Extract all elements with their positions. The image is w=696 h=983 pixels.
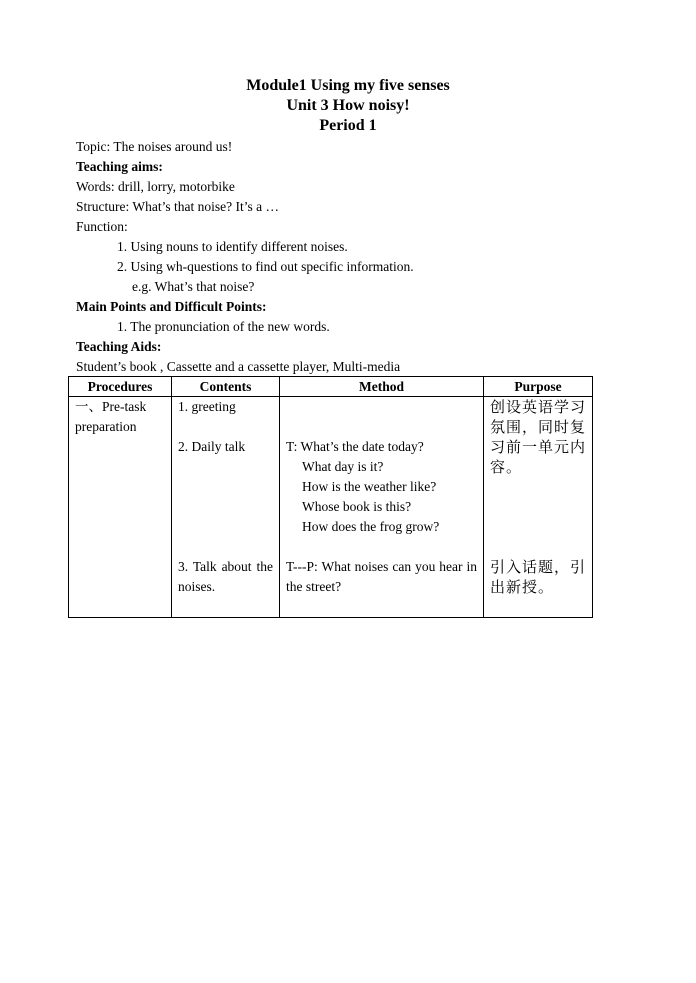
function-example: e.g. What’s that noise? — [132, 279, 255, 294]
procedure-table — [68, 376, 593, 618]
procedure-cell — [69, 397, 172, 618]
header-purpose: Purpose — [484, 377, 593, 397]
table-header-row — [69, 377, 593, 397]
method-line: T---P: What noises can you hear in the street? — [286, 559, 477, 594]
method-cell — [280, 397, 484, 618]
content-item: 3. Talk about the noises. — [178, 559, 273, 594]
procedure-step-name: preparation — [75, 419, 137, 434]
header-procedures: Procedures — [69, 377, 172, 397]
topic-line: Topic: The noises around us! — [76, 139, 233, 154]
method-line: How does the frog grow? — [302, 519, 440, 534]
module-title: Module1 Using my five senses — [246, 77, 450, 94]
purpose-cell — [484, 397, 593, 618]
function-heading: Function: — [76, 219, 128, 234]
teaching-aids-heading: Teaching Aids: — [76, 339, 162, 354]
method-line: T: What’s the date today? — [286, 439, 424, 454]
method-line: How is the weather like? — [302, 479, 437, 494]
function-item: 2. Using wh-questions to find out specific information. — [117, 259, 414, 274]
purpose-text: 创设英语学习氛围，同时复习前一单元内容。 — [490, 398, 587, 476]
method-line: What day is it? — [302, 459, 384, 474]
procedure-step: 一、Pre-task — [75, 399, 147, 414]
period-title: Period 1 — [319, 117, 377, 134]
method-line: Whose book is this? — [302, 499, 412, 514]
main-points-item: 1. The pronunciation of the new words. — [117, 319, 330, 334]
function-item: 1. Using nouns to identify different noises. — [117, 239, 348, 254]
teaching-aids-line: Student’s book , Cassette and a cassette player, Multi-media — [76, 359, 401, 374]
words-line: Words: drill, lorry, motorbike — [76, 179, 235, 194]
header-contents: Contents — [172, 377, 280, 397]
content-item: 1. greeting — [178, 399, 236, 414]
purpose-text: 引入话题，引出新授。 — [490, 558, 587, 596]
main-points-heading: Main Points and Difficult Points: — [76, 299, 267, 314]
content-item: 2. Daily talk — [178, 439, 246, 454]
table-row — [69, 397, 593, 618]
header-method: Method — [280, 377, 484, 397]
structure-line: Structure: What’s that noise? It’s a … — [76, 199, 279, 214]
contents-cell — [172, 397, 280, 618]
teaching-aims-heading: Teaching aims: — [76, 159, 163, 174]
unit-title: Unit 3 How noisy! — [286, 97, 410, 114]
